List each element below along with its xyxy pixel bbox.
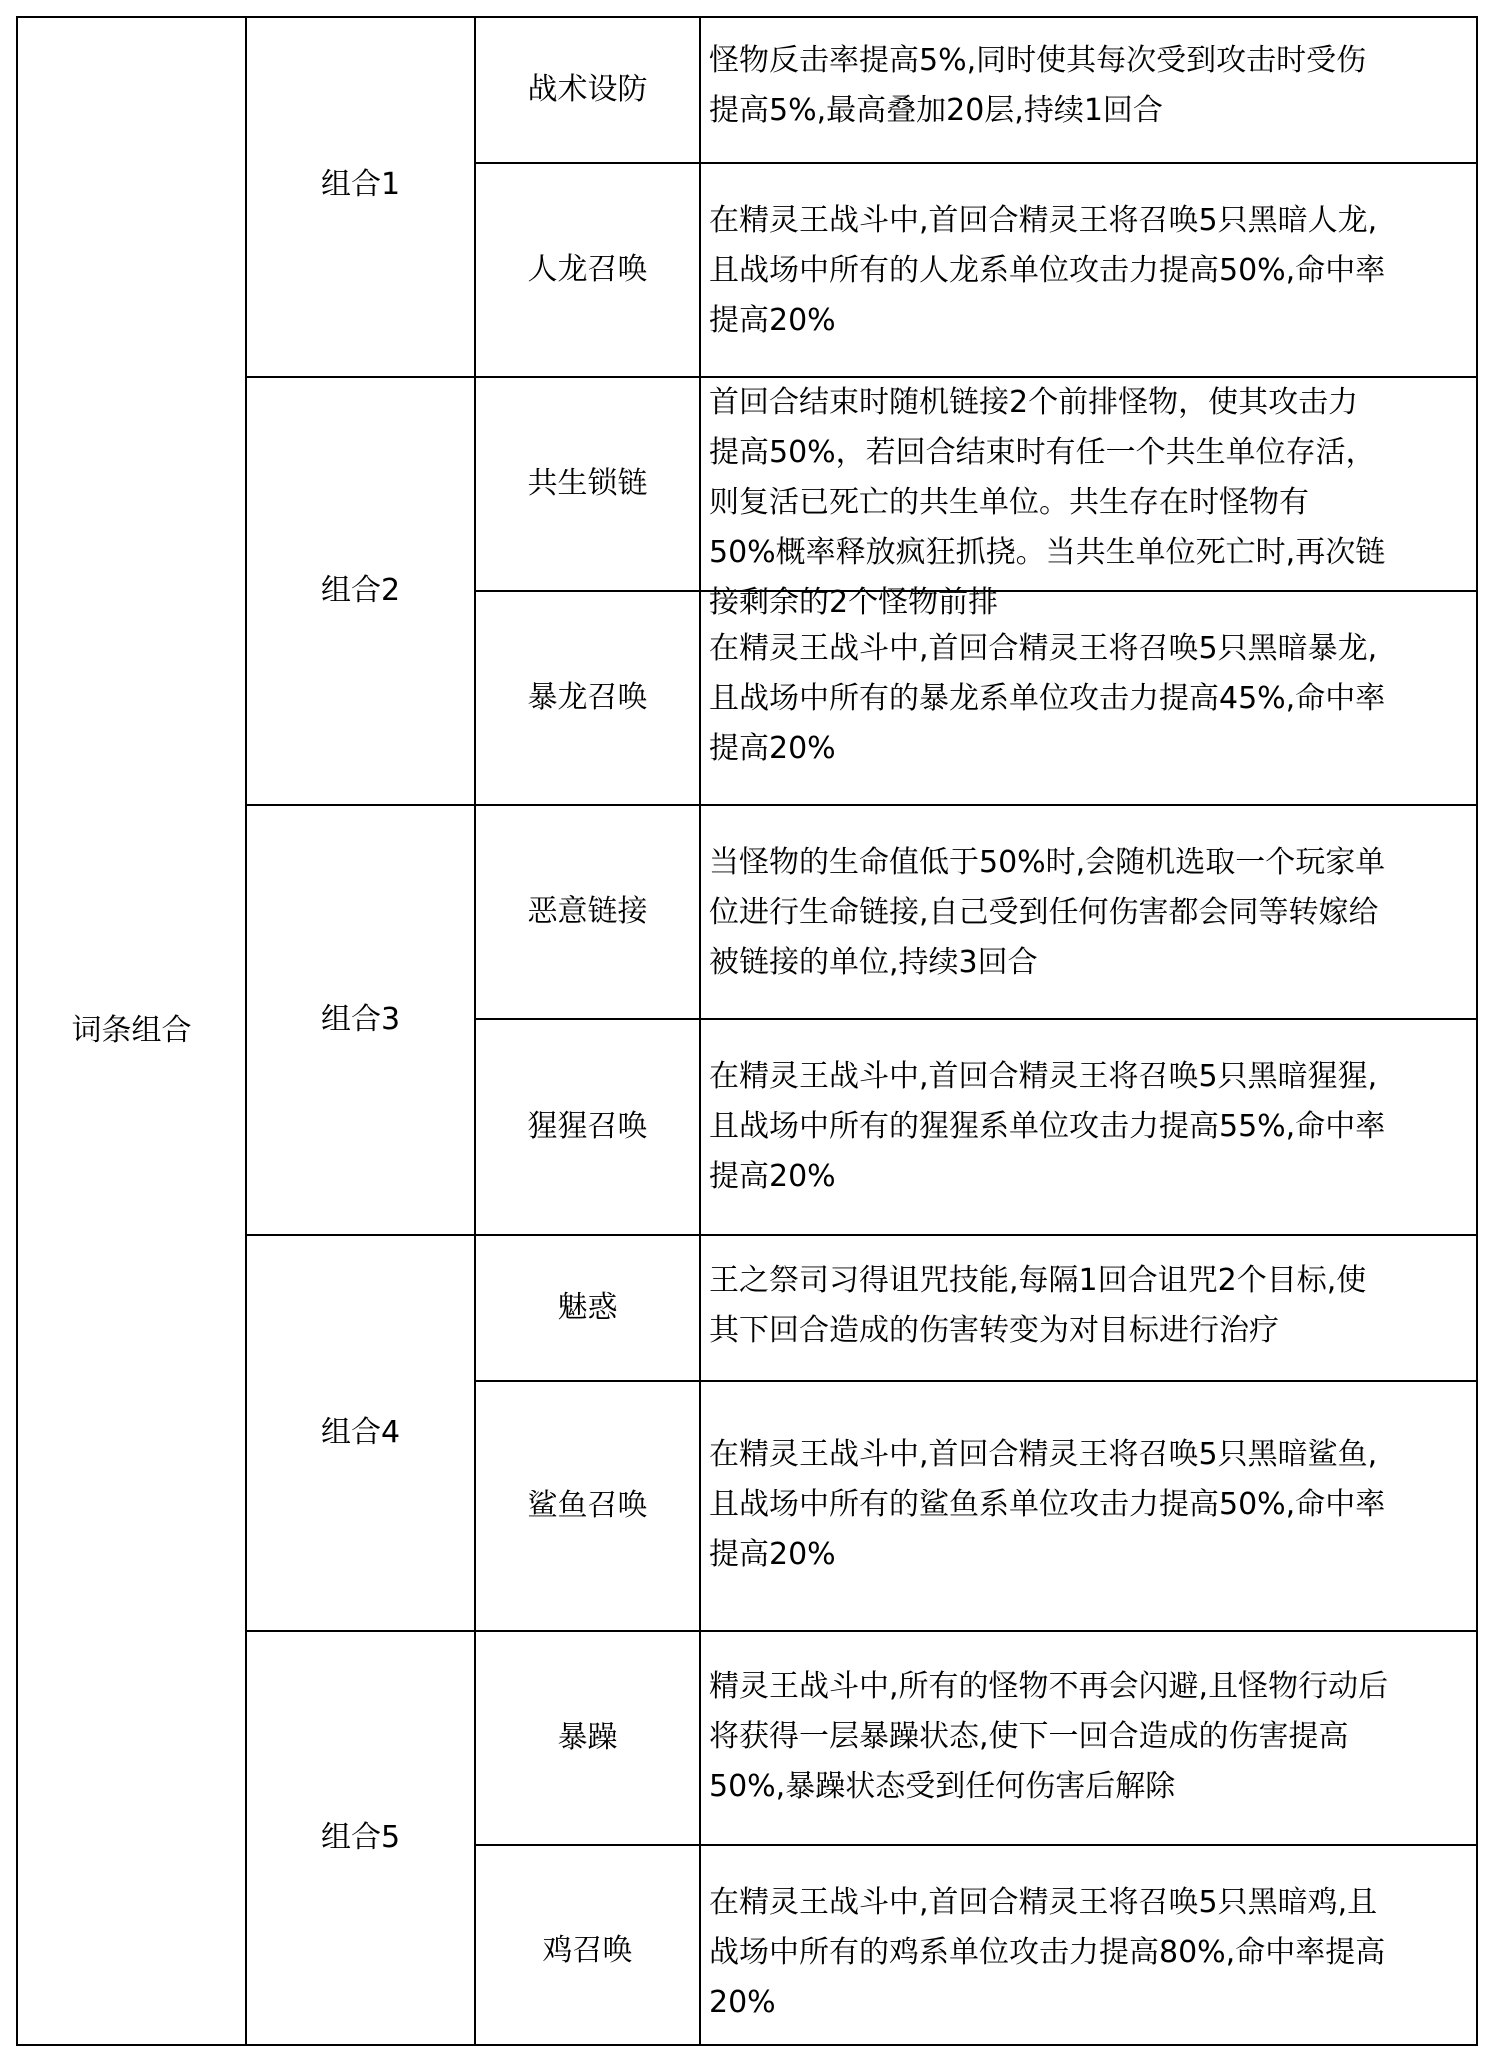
- category-cell: 词条组合: [71, 1013, 192, 1048]
- group-name: 组合1: [320, 167, 401, 202]
- group-name: 组合2: [320, 573, 401, 608]
- description-line: 精灵王战斗中,所有的怪物不再会闪避,且怪物行动后: [709, 1669, 1389, 1704]
- description-line: 在精灵王战斗中,首回合精灵王将召唤5只黑暗猩猩,: [709, 1059, 1378, 1094]
- description-line: 提高20%: [709, 303, 836, 338]
- entry-description: [701, 18, 1478, 162]
- entry-name: 魅惑: [557, 1290, 618, 1325]
- entry-description: [701, 1236, 1478, 1380]
- entry-name: 鲨鱼召唤: [527, 1488, 648, 1523]
- entry-description: [701, 1020, 1478, 1234]
- description-line: 50%,暴躁状态受到任何伤害后解除: [709, 1769, 1176, 1804]
- description-line: 提高50%，若回合结束时有任一个共生单位存活，: [709, 435, 1376, 470]
- entry-name: 暴龙召唤: [527, 680, 648, 715]
- description-line: 提高20%: [709, 1159, 836, 1194]
- description-line: 位进行生命链接,自己受到任何伤害都会同等转嫁给: [709, 895, 1379, 930]
- description-line: 在精灵王战斗中,首回合精灵王将召唤5只黑暗人龙,: [709, 203, 1378, 238]
- description-line: 50%概率释放疯狂抓挠。当共生单位死亡时,再次链: [709, 535, 1386, 570]
- entry-description: [701, 806, 1478, 1018]
- description-line: 提高5%,最高叠加20层,持续1回合: [709, 93, 1163, 128]
- description-line: 将获得一层暴躁状态,使下一回合造成的伤害提高: [709, 1719, 1349, 1754]
- group-name: 组合5: [320, 1820, 401, 1855]
- description-line: 在精灵王战斗中,首回合精灵王将召唤5只黑暗鸡,且: [709, 1885, 1378, 1920]
- description-line: 当怪物的生命值低于50%时,会随机选取一个玩家单: [709, 845, 1386, 880]
- description-line: 且战场中所有的猩猩系单位攻击力提高55%,命中率: [709, 1109, 1386, 1144]
- affix-combination-table: [16, 16, 1478, 2046]
- description-line: 且战场中所有的鲨鱼系单位攻击力提高50%,命中率: [709, 1487, 1386, 1522]
- entry-description: [701, 592, 1478, 804]
- entry-description: [701, 378, 1478, 620]
- description-line: 则复活已死亡的共生单位。共生存在时怪物有: [709, 485, 1309, 520]
- description-line: 在精灵王战斗中,首回合精灵王将召唤5只黑暗鲨鱼,: [709, 1437, 1378, 1472]
- description-line: 提高20%: [709, 731, 836, 766]
- description-line: 怪物反击率提高5%,同时使其每次受到攻击时受伤: [709, 43, 1367, 78]
- description-line: 战场中所有的鸡系单位攻击力提高80%,命中率提高: [709, 1935, 1386, 1970]
- description-line: 且战场中所有的人龙系单位攻击力提高50%,命中率: [709, 253, 1386, 288]
- description-line: 王之祭司习得诅咒技能,每隔1回合诅咒2个目标,使: [709, 1263, 1367, 1298]
- entry-description: [701, 1846, 1478, 2044]
- description-line: 接剩余的2个怪物前排: [709, 585, 999, 620]
- description-line: 在精灵王战斗中,首回合精灵王将召唤5只黑暗暴龙,: [709, 631, 1378, 666]
- description-line: 被链接的单位,持续3回合: [709, 945, 1038, 980]
- entry-name: 战术设防: [527, 72, 648, 107]
- entry-name: 恶意链接: [527, 894, 648, 929]
- group-name: 组合4: [320, 1415, 401, 1450]
- description-line: 其下回合造成的伤害转变为对目标进行治疗: [709, 1313, 1279, 1348]
- entry-description: [701, 1382, 1478, 1630]
- entry-name: 猩猩召唤: [527, 1109, 648, 1144]
- entry-name: 人龙召唤: [527, 252, 648, 287]
- description-line: 20%: [709, 1985, 776, 2020]
- entry-description: [701, 164, 1478, 376]
- description-line: 且战场中所有的暴龙系单位攻击力提高45%,命中率: [709, 681, 1386, 716]
- entry-name: 暴躁: [557, 1720, 618, 1755]
- entry-name: 鸡召唤: [542, 1933, 633, 1968]
- entry-name: 共生锁链: [527, 466, 648, 501]
- description-line: 提高20%: [709, 1537, 836, 1572]
- entry-description: [701, 1632, 1478, 1844]
- description-line: 首回合结束时随机链接2个前排怪物，使其攻击力: [709, 385, 1359, 420]
- group-name: 组合3: [320, 1002, 401, 1037]
